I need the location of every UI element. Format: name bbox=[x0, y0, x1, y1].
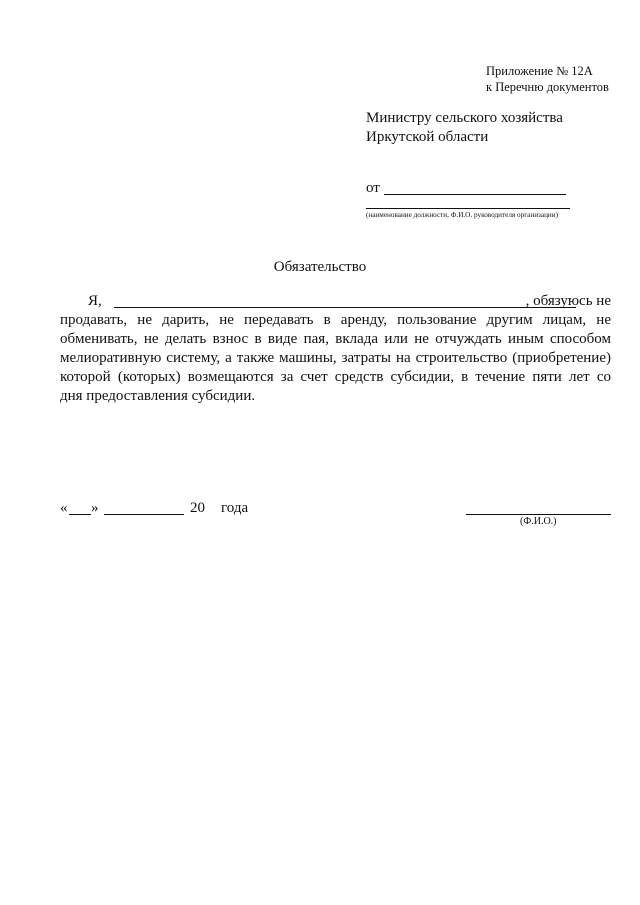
appendix-reference: к Перечню документов bbox=[486, 80, 609, 94]
paragraph-first-line bbox=[60, 292, 611, 311]
document-title: Обязательство bbox=[273, 259, 367, 275]
paragraph-line: мелиоративную систему, а также машины, затраты на строительство (приобретение) bbox=[60, 350, 611, 366]
date-close-quote: » bbox=[91, 500, 99, 516]
obligation-paragraph bbox=[60, 292, 611, 406]
date-open-quote: « bbox=[60, 500, 68, 516]
appendix-number: Приложение № 12А bbox=[486, 64, 593, 78]
date-year-prefix: 20 bbox=[190, 500, 205, 516]
signature-blank-line bbox=[466, 514, 611, 515]
paragraph-line: которой (которых) возмещаются за счет средств субсидии, в течение пяти лет со bbox=[60, 369, 611, 385]
date-day-blank bbox=[69, 514, 91, 515]
addressee-title: Министру сельского хозяйства bbox=[366, 110, 563, 126]
paragraph-line: дня предоставления субсидии. bbox=[60, 388, 256, 404]
from-blank-line bbox=[384, 194, 566, 195]
paragraph-start: Я, bbox=[88, 293, 102, 309]
name-blank-line bbox=[114, 307, 576, 308]
date-year-word: года bbox=[221, 500, 249, 516]
from-blank-line-2 bbox=[366, 208, 570, 209]
signature-caption: (Ф.И.О.) bbox=[520, 516, 557, 527]
paragraph-line: продавать, не дарить, не передавать в аренду, пользование другим лицам, не bbox=[60, 312, 611, 328]
date-month-blank bbox=[104, 514, 184, 515]
paragraph-line: обменивать, не делать взнос в виде пая, вклада или не отчуждать иным способом bbox=[60, 331, 611, 347]
from-caption: (наименование должности, Ф.И.О. руководителя организации) bbox=[366, 211, 559, 219]
from-label: от bbox=[366, 180, 380, 196]
paragraph-first-line-end: , обязуюсь не bbox=[525, 293, 611, 309]
addressee-region: Иркутской области bbox=[366, 129, 489, 145]
